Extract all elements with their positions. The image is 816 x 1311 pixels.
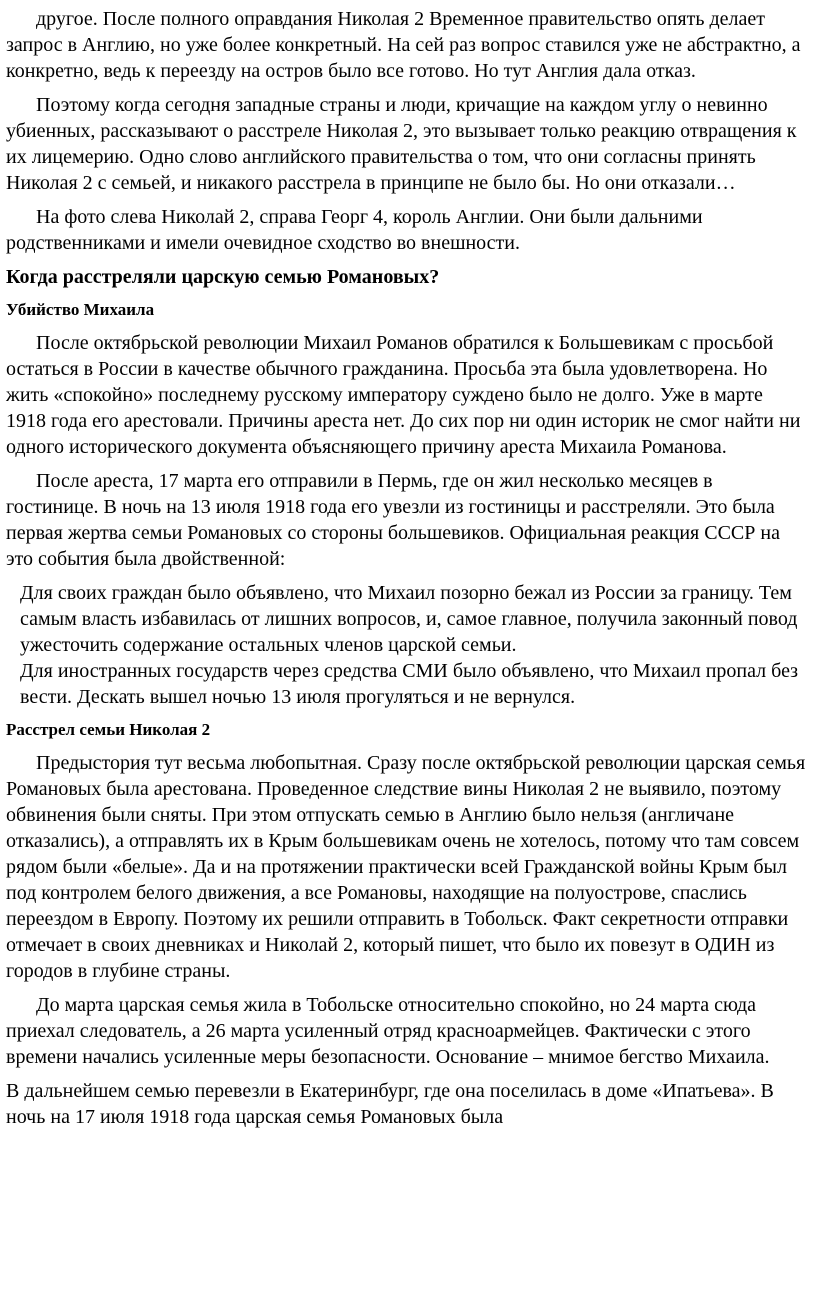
heading-romanov-execution: Когда расстреляли царскую семью Романовых? — [6, 266, 440, 288]
paragraph-tobolsk: До марта царская семья жила в Тобольске относительно спокойно, но 24 марта сюда приехал следователь, а 26 марта усиленный отряд красноармейцев. Фактически с этого времени начались усиленные меры безопасности. Основание – мнимое бегство Михаила. — [6, 994, 770, 1068]
paragraph-ekaterinburg: В дальнейшем семью перевезли в Екатеринбург, где она поселилась в доме «Ипатьева». В ночь на 17 июля 1918 года царская семья Романовых была — [6, 1080, 774, 1128]
subheading-nikolai-family: Расстрел семьи Николая 2 — [6, 720, 211, 739]
paragraph-mikhail-perm: После ареста, 17 марта его отправили в Пермь, где он жил несколько месяцев в гостинице. В ночь на 13 июля 1918 года его увезли из гостиницы и расстреляли. Это была первая жертва семьи Романовых со стороны большевиков. Официальная реакция СССР на это события была двойственной: — [6, 470, 780, 570]
reaction-item-citizens: Для своих граждан было объявлено, что Михаил позорно бежал из России за границу. Тем самым власть избавилась от лишних вопросов, и, самое главное, получила законный повод ужесточить содержание остальных членов царской семьи. — [20, 582, 798, 656]
paragraph-western-hypocrisy: Поэтому когда сегодня западные страны и люди, кричащие на каждом углу о невинно убиенных, рассказывают о расстреле Николая 2, это вызывает только реакцию отвращения к их лицемерию. Одно слово английского правительства о том, что они согласны принять Николая 2 с семьей, и никакого расстрела в принципе не было бы. Но они отказали… — [6, 94, 797, 194]
reaction-item-foreign: Для иностранных государств через средства СМИ было объявлено, что Михаил пропал без вести. Дескать вышел ночью 13 июля прогуляться и не вернулся. — [20, 660, 799, 708]
paragraph-mikhail-arrest: После октябрьской революции Михаил Романов обратился к Большевикам с просьбой остаться в России в качестве обычного гражданина. Просьба эта была удовлетворена. Но жить «спокойно» последнему русскому императору суждено было не долго. Уже в марте 1918 года его арестовали. Причины ареста нет. До сих пор ни один историк не смог найти ни одного исторического документа объясняющего причину ареста Михаила Романова. — [6, 332, 801, 458]
paragraph-prehistory: Предыстория тут весьма любопытная. Сразу после октябрьской революции царская семья Романовых была арестована. Проведенное следствие вины Николая 2 не выявило, поэтому обвинения были сняты. При этом отпускать семью в Англию было нельзя (англичане отказались), а отправлять их в Крым большевикам очень не хотелось, потому что там совсем рядом были «белые». Да и на протяжении практически всей Гражданской войны Крым был под контролем белого движения, а все Романовы, находящие на полуострове, спаслись переездом в Европу. Поэтому их решили отправить в Тобольск. Факт секретности отправки отмечает в своих дневниках и Николай 2, который пишет, что было их повезут в ОДИН из городов в глубине страны. — [6, 752, 806, 982]
subheading-mikhail-murder: Убийство Михаила — [6, 300, 155, 319]
paragraph-photo-caption: На фото слева Николай 2, справа Георг 4, король Англии. Они были дальними родственниками и имели очевидное сходство во внешности. — [6, 206, 703, 254]
reaction-list — [20, 580, 806, 710]
paragraph-continuation: другое. После полного оправдания Николая 2 Временное правительство опять делает запрос в Англию, но уже более конкретный. На сей раз вопрос ставился уже не абстрактно, а конкретно, ведь к переезду на остров было все готово. Но тут Англия дала отказ. — [6, 8, 801, 82]
